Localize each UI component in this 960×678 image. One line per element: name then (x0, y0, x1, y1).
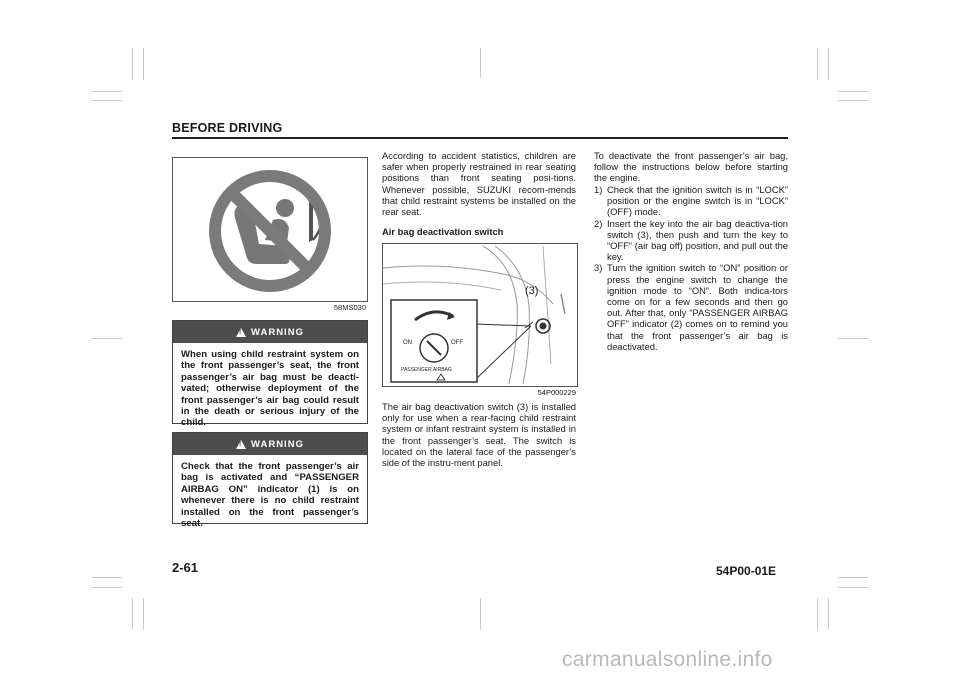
paragraph: According to accident statistics, children are safer when properly restrained in rear seating positions than front seating posi-tions. Whenever possible, SUZUKI recom-mends that child restraint systems be installed on the rear seat. (382, 150, 576, 218)
figure-code: 54P000229 (537, 388, 576, 397)
step-text: Insert the key into the air bag deactiva-tion switch (3), then push and turn the key to “OFF” (air bag off) position, and pull out the key. (607, 217, 788, 263)
warning-box (172, 432, 368, 530)
crop-mark (92, 587, 122, 588)
crop-mark (817, 48, 818, 80)
warning-label: WARNING (251, 438, 304, 450)
warning-label: WARNING (251, 326, 304, 338)
instruction-list (594, 184, 788, 352)
step-number: 2) (594, 217, 603, 229)
switch-on-label: ON (403, 340, 412, 346)
list-item (594, 184, 788, 218)
crop-mark (92, 338, 122, 339)
crop-mark (92, 91, 122, 92)
list-item (594, 262, 788, 352)
crop-mark (838, 338, 868, 339)
paragraph: To deactivate the front passenger’s air bag, follow the instructions below before starting the engine. (594, 150, 788, 184)
header-rule (172, 137, 788, 139)
watermark: carmanualsonline.info (562, 648, 773, 671)
subheading: Air bag deactivation switch (382, 226, 504, 237)
no-child-seat-figure (172, 157, 368, 302)
warning-text: When using child restraint system on the front passenger’s seat, the front passenger’s air bag must be deacti-vated; otherwise deployment of the front passenger’s air bag could result in the death or serious injury of the child. (181, 349, 359, 429)
step-text: Turn the ignition switch to “ON” position or press the engine switch to change the ignition mode to “ON”. Both indica-tors come on for a few seconds and then go out. After that, only “PASSENGER AIRBAG OFF” indicator (2) comes on to remind you that the front passenger’s air bag is deactivated. (607, 262, 788, 352)
warning-icon (236, 328, 246, 337)
warning-icon (236, 440, 246, 449)
crop-mark (92, 100, 122, 101)
crop-mark (838, 100, 868, 101)
crop-mark (838, 587, 868, 588)
document-code: 54P00-01E (716, 564, 777, 578)
warning-header (173, 321, 367, 343)
prohibited-child-seat-icon (173, 158, 367, 301)
crop-mark (480, 598, 481, 630)
switch-caption: PASSENGER AIRBAG (401, 367, 452, 373)
paragraph: The air bag deactivation switch (3) is installed only for use when a rear-facing child restraint system or infant restraint system is installed in the front passenger’s seat. The switch is located on the lateral face of the passenger’s side of the instru-ment panel. (382, 401, 576, 469)
switch-illustration (383, 244, 577, 386)
step-number: 3) (594, 262, 603, 274)
crop-mark (143, 48, 144, 80)
crop-mark (817, 598, 818, 630)
warning-header (173, 433, 367, 455)
crop-mark (828, 598, 829, 630)
crop-mark (92, 577, 122, 578)
crop-mark (828, 48, 829, 80)
crop-mark (838, 91, 868, 92)
section-title: BEFORE DRIVING (172, 121, 283, 135)
page-number: 2-61 (172, 560, 199, 575)
warning-box (172, 320, 368, 429)
figure-code: 58MS030 (333, 303, 366, 312)
step-text: Check that the ignition switch is in “LOCK” position or the engine switch is in “LOCK” (OFF) mode. (607, 184, 788, 218)
crop-mark (132, 48, 133, 80)
callout-label: (3) (525, 285, 539, 297)
warning-text: Check that the front passenger’s air bag is activated and “PASSENGER AIRBAG ON” indicator (1) is on whenever there is no child restraint installed on the front passenger’s seat. (181, 461, 359, 530)
step-number: 1) (594, 184, 603, 195)
crop-mark (132, 598, 133, 630)
switch-off-label: OFF (451, 340, 463, 346)
crop-mark (838, 577, 868, 578)
list-item (594, 218, 788, 263)
deactivation-switch-figure (382, 243, 578, 387)
crop-mark (143, 598, 144, 630)
crop-mark (480, 48, 481, 78)
